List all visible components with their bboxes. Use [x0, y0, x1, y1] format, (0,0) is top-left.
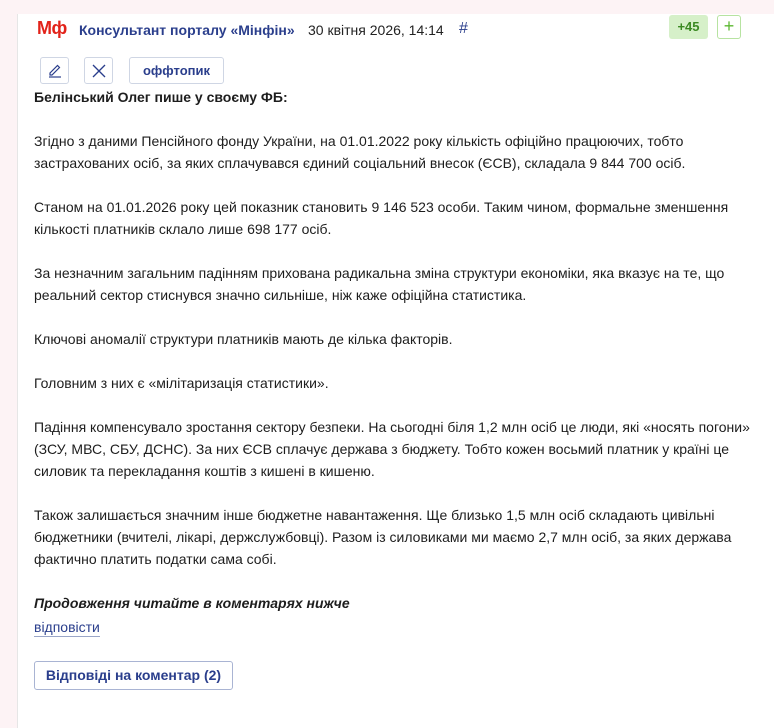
comment-paragraph: Падіння компенсувало зростання сектору безпеки. На сьогодні біля 1,2 млн осіб це люди, які «носять погони» (ЗСУ, МВС, СБУ, ДСНС). За них ЄСВ сплачує держава з бюджету. Тобто кожен восьмий платник у країні це силовик та перекладання коштів з кишені в кишеню. [34, 419, 750, 479]
edit-button[interactable] [40, 57, 69, 84]
comment-paragraph: Головним з них є «мілітаризація статистики». [34, 375, 329, 391]
comment-body [34, 86, 754, 614]
vote-up-button[interactable]: + [717, 15, 741, 39]
comment-paragraph: Ключові аномалії структури платників мають де кілька факторів. [34, 331, 453, 347]
comment-paragraph: Станом на 01.01.2026 року цей показник становить 9 146 523 особи. Таким чином, формальне зменшення кількості платників склало лише 698 177 осіб. [34, 199, 729, 237]
reply-link[interactable]: відповісти [34, 619, 100, 635]
comment-header [18, 14, 774, 48]
comment-paragraph: Белінський Олег пише у своєму ФБ: [34, 89, 288, 105]
author-link[interactable]: Консультант порталу «Мінфін» [79, 22, 295, 38]
rating-score: +45 [669, 15, 708, 39]
comment-anchor-link[interactable]: # [459, 20, 468, 37]
delete-button[interactable] [84, 57, 113, 84]
close-icon [91, 63, 107, 79]
comment-datetime: 30 квітня 2026, 14:14 [308, 22, 444, 38]
comment-paragraph: За незначним загальним падінням прихована радикальна зміна структури економіки, яка вказує на те, що реальний сектор стиснувся значно сильніше, ніж каже офіційна статистика. [34, 265, 725, 303]
comment-card [17, 14, 774, 728]
offtopic-button[interactable]: оффтопик [129, 57, 224, 84]
pencil-icon [47, 63, 63, 79]
continuation-note: Продовження читайте в коментарях нижче [34, 595, 350, 611]
replies-toggle-button[interactable]: Відповіді на коментар (2) [34, 661, 233, 690]
comment-paragraph: Також залишається значним інше бюджетне навантаження. Ще близько 1,5 млн осіб складають цивільні бюджетники (вчителі, лікарі, держслужбовці). Разом із силовиками ми маємо 2,7 млн осіб, за яких держава фактично платить податки сама собі. [34, 507, 732, 567]
comment-paragraph: Згідно з даними Пенсійного фонду України, на 01.01.2022 року кількість офіційно працюючих, тобто застрахованих осіб, за яких сплачувався єдиний соціальний внесок (ЄСВ), складала 9 844 700 осіб. [34, 133, 686, 171]
minfin-logo: Мф [37, 18, 67, 38]
